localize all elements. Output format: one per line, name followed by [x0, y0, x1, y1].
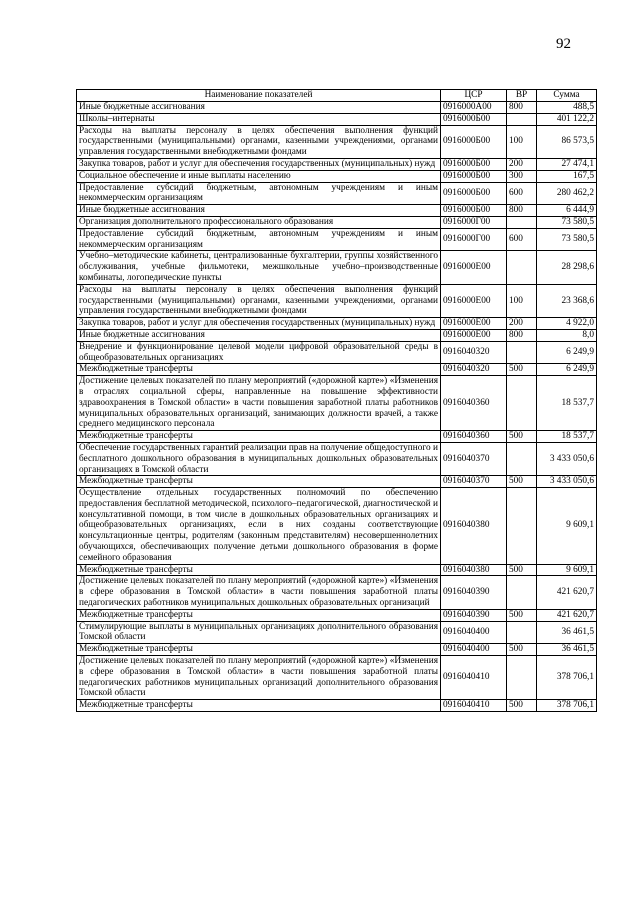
- table-row: [77, 125, 597, 158]
- cell-name: Закупка товаров, работ и услуг для обеспечения государственных (муниципальных) нужд: [77, 318, 441, 330]
- cell-name: Межбюджетные трансферты: [77, 476, 441, 488]
- cell-sum: 6 249,9: [537, 364, 597, 376]
- cell-sum: 9 609,1: [537, 564, 597, 576]
- cell-name: Стимулирующие выплаты в муниципальных организациях дополнительного образования Томской области: [77, 621, 441, 644]
- cell-code: 0916000Б00: [441, 205, 507, 217]
- table-row: [77, 284, 597, 317]
- page-number: 92: [556, 36, 571, 52]
- cell-code: 0916040370: [441, 442, 507, 475]
- cell-name: Иные бюджетные ассигнования: [77, 205, 441, 217]
- table-row: [77, 442, 597, 475]
- cell-code: 0916040410: [441, 700, 507, 712]
- cell-name: Межбюджетные трансферты: [77, 564, 441, 576]
- table-header-row: [77, 90, 597, 102]
- cell-vr: 500: [507, 431, 537, 443]
- cell-code: 0916040380: [441, 564, 507, 576]
- cell-sum: 378 706,1: [537, 656, 597, 700]
- cell-sum: 3 433 050,6: [537, 476, 597, 488]
- table-row: [77, 621, 597, 644]
- cell-code: 0916000Б00: [441, 113, 507, 125]
- header-vr: ВР: [507, 90, 537, 102]
- cell-code: 0916000Е00: [441, 251, 507, 284]
- cell-name: Обеспечение государственных гарантий реализации прав на получение общедоступного и бесплатного дошкольного образования в муниципальных дошкольных образовательных организациях в Томской области: [77, 442, 441, 475]
- table-row: [77, 205, 597, 217]
- cell-code: 0916040320: [441, 341, 507, 364]
- cell-name: Иные бюджетные ассигнования: [77, 102, 441, 114]
- cell-vr: [507, 442, 537, 475]
- cell-sum: 3 433 050,6: [537, 442, 597, 475]
- cell-name: Достижение целевых показателей по плану мероприятий («дорожной карте») «Изменения в сфере образования в Томской области» в части повышения заработной платы педагогических работников муниципальных организаций дополнительного образования Томской области: [77, 656, 441, 700]
- cell-code: 0916040390: [441, 609, 507, 621]
- cell-name: Учебно–методические кабинеты, централизованные бухгалтерии, группы хозяйственного обслуживания, учебные фильмотеки, межшкольные учебно–производственные комбинаты, логопедические пункты: [77, 251, 441, 284]
- cell-sum: 421 620,7: [537, 609, 597, 621]
- table-row: [77, 644, 597, 656]
- table-row: [77, 251, 597, 284]
- table-row: [77, 341, 597, 364]
- cell-name: Предоставление субсидий бюджетным, автономным учреждениям и иным некоммерческим организациям: [77, 228, 441, 251]
- cell-name: Межбюджетные трансферты: [77, 364, 441, 376]
- cell-sum: 401 122,2: [537, 113, 597, 125]
- cell-name: Межбюджетные трансферты: [77, 609, 441, 621]
- table-row: [77, 102, 597, 114]
- table-row: [77, 609, 597, 621]
- cell-sum: 421 620,7: [537, 576, 597, 609]
- table-row: [77, 376, 597, 431]
- budget-table: [76, 89, 597, 712]
- cell-name: Организация дополнительного профессионального образования: [77, 216, 441, 228]
- cell-vr: 800: [507, 329, 537, 341]
- cell-sum: 6 444,9: [537, 205, 597, 217]
- table-row: [77, 576, 597, 609]
- cell-vr: 300: [507, 170, 537, 182]
- cell-code: 0916040370: [441, 476, 507, 488]
- cell-name: Межбюджетные трансферты: [77, 700, 441, 712]
- cell-name: Предоставление субсидий бюджетным, автономным учреждениям и иным некоммерческим организациям: [77, 182, 441, 205]
- cell-sum: 86 573,5: [537, 125, 597, 158]
- cell-vr: 600: [507, 228, 537, 251]
- table-row: [77, 488, 597, 565]
- cell-name: Расходы на выплаты персоналу в целях обеспечения выполнения функций государственными (муниципальными) органами, казенными учреждениями, органами управления государственными внебюджетными фондами: [77, 284, 441, 317]
- cell-sum: 280 462,2: [537, 182, 597, 205]
- cell-vr: [507, 621, 537, 644]
- cell-name: Закупка товаров, работ и услуг для обеспечения государственных (муниципальных) нужд: [77, 158, 441, 170]
- table-row: [77, 158, 597, 170]
- cell-name: Социальное обеспечение и иные выплаты населению: [77, 170, 441, 182]
- cell-name: Иные бюджетные ассигнования: [77, 329, 441, 341]
- cell-vr: [507, 576, 537, 609]
- cell-vr: 100: [507, 125, 537, 158]
- cell-name: Расходы на выплаты персоналу в целях обеспечения выполнения функций государственными (муниципальными) органами, казенными учреждениями, органами управления государственными внебюджетными фондами: [77, 125, 441, 158]
- cell-sum: 23 368,6: [537, 284, 597, 317]
- cell-name: Межбюджетные трансферты: [77, 431, 441, 443]
- cell-vr: 500: [507, 364, 537, 376]
- cell-vr: [507, 341, 537, 364]
- cell-code: 0916000Б00: [441, 158, 507, 170]
- cell-name: Межбюджетные трансферты: [77, 644, 441, 656]
- cell-vr: [507, 216, 537, 228]
- cell-name: Школы–интернаты: [77, 113, 441, 125]
- table-row: [77, 564, 597, 576]
- header-name: Наименование показателей: [77, 90, 441, 102]
- table-row: [77, 431, 597, 443]
- cell-code: 0916040400: [441, 621, 507, 644]
- table-row: [77, 113, 597, 125]
- cell-sum: 27 474,1: [537, 158, 597, 170]
- table-row: [77, 216, 597, 228]
- cell-vr: 200: [507, 158, 537, 170]
- cell-code: 0916000Б00: [441, 182, 507, 205]
- cell-sum: 36 461,5: [537, 621, 597, 644]
- cell-code: 0916040400: [441, 644, 507, 656]
- cell-name: Осуществление отдельных государственных полномочий по обеспечению предоставления бесплатной методической, психолого–педагогической, диагностической и консультативной помощи, в том числе в дошкольных образовательных организациях и общеобразовательных организациях, если в них созданы соответствующие консультационные центры, родителям (законным представителям) несовершеннолетних обучающихся, обеспечивающих получение детьми дошкольного образования в форме семейного образования: [77, 488, 441, 565]
- cell-name: Достижение целевых показателей по плану мероприятий («дорожной карте») «Изменения в сфере образования в Томской области» в части повышения заработной платы педагогических работников муниципальных дошкольных образовательных организаций: [77, 576, 441, 609]
- cell-vr: 500: [507, 644, 537, 656]
- cell-code: 0916000Г00: [441, 216, 507, 228]
- cell-sum: 18 537,7: [537, 376, 597, 431]
- cell-code: 0916000Е00: [441, 284, 507, 317]
- cell-sum: 8,0: [537, 329, 597, 341]
- cell-code: 0916000Е00: [441, 318, 507, 330]
- cell-sum: 18 537,7: [537, 431, 597, 443]
- cell-vr: 600: [507, 182, 537, 205]
- cell-vr: [507, 656, 537, 700]
- cell-vr: 500: [507, 609, 537, 621]
- table-row: [77, 700, 597, 712]
- cell-sum: 9 609,1: [537, 488, 597, 565]
- cell-sum: 6 249,9: [537, 341, 597, 364]
- cell-vr: [507, 251, 537, 284]
- cell-code: 0916040390: [441, 576, 507, 609]
- table-row: [77, 182, 597, 205]
- cell-vr: 800: [507, 205, 537, 217]
- table-row: [77, 476, 597, 488]
- cell-sum: 167,5: [537, 170, 597, 182]
- cell-vr: 500: [507, 476, 537, 488]
- cell-sum: 73 580,5: [537, 228, 597, 251]
- cell-sum: 36 461,5: [537, 644, 597, 656]
- cell-vr: 200: [507, 318, 537, 330]
- cell-vr: 100: [507, 284, 537, 317]
- cell-vr: 800: [507, 102, 537, 114]
- header-sum: Сумма: [537, 90, 597, 102]
- cell-vr: [507, 376, 537, 431]
- cell-code: 0916000А00: [441, 102, 507, 114]
- cell-vr: 500: [507, 564, 537, 576]
- cell-code: 0916000Г00: [441, 228, 507, 251]
- cell-name: Достижение целевых показателей по плану мероприятий («дорожной карте») «Изменения в отраслях социальной сферы, направленные на повышение эффективности здравоохранения в Томской области» в части повышения заработной платы работников муниципальных образовательных организаций, занимающих должности врачей, а также среднего медицинского персонала: [77, 376, 441, 431]
- cell-code: 0916000Б00: [441, 125, 507, 158]
- header-code: ЦСР: [441, 90, 507, 102]
- table-row: [77, 228, 597, 251]
- cell-code: 0916040320: [441, 364, 507, 376]
- cell-code: 0916040380: [441, 488, 507, 565]
- table-row: [77, 318, 597, 330]
- table-row: [77, 364, 597, 376]
- table-row: [77, 656, 597, 700]
- cell-vr: [507, 488, 537, 565]
- cell-code: 0916040410: [441, 656, 507, 700]
- cell-code: 0916000Б00: [441, 170, 507, 182]
- cell-name: Внедрение и функционирование целевой модели цифровой образовательной среды в общеобразовательных организациях: [77, 341, 441, 364]
- cell-sum: 28 298,6: [537, 251, 597, 284]
- cell-sum: 378 706,1: [537, 700, 597, 712]
- cell-code: 0916040360: [441, 431, 507, 443]
- cell-code: 0916000Е00: [441, 329, 507, 341]
- table-row: [77, 329, 597, 341]
- cell-vr: [507, 113, 537, 125]
- cell-sum: 488,5: [537, 102, 597, 114]
- cell-vr: 500: [507, 700, 537, 712]
- table-row: [77, 170, 597, 182]
- cell-code: 0916040360: [441, 376, 507, 431]
- cell-sum: 73 580,5: [537, 216, 597, 228]
- cell-sum: 4 922,0: [537, 318, 597, 330]
- table-body: [77, 102, 597, 712]
